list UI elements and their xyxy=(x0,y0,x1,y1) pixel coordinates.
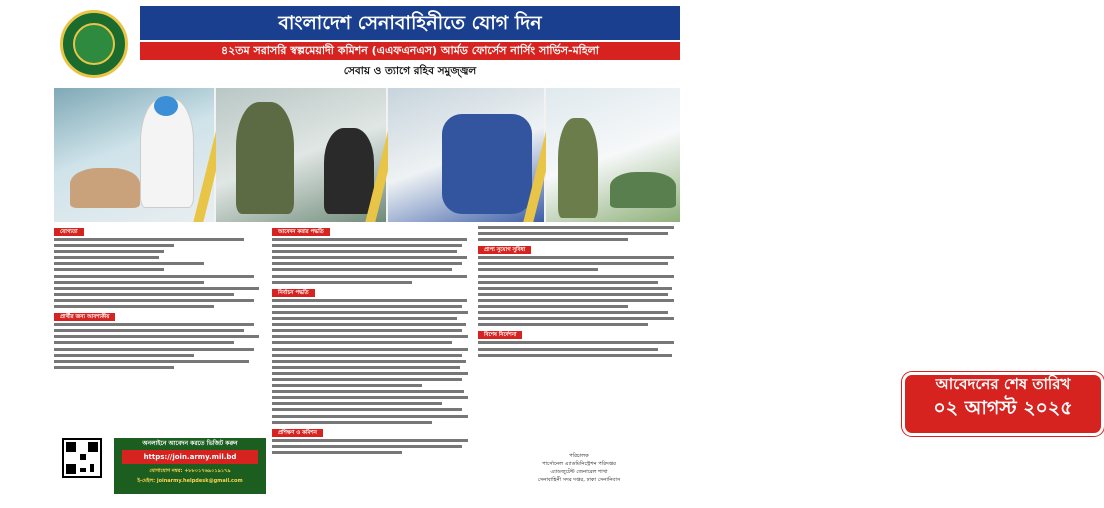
signature-line: পার্সোনেল এ্যাডমিনিস্ট্রেশন পরিদপ্তর xyxy=(542,461,616,467)
deadline-banner xyxy=(902,372,1104,436)
page-title: বাংলাদেশ সেনাবাহিনীতে যোগ দিন xyxy=(140,6,680,40)
section-heading: প্রাপ্য সুযোগ সুবিধা xyxy=(478,246,531,254)
signature-line: এ্যাডজুটেন্ট জেনারেল শাখা xyxy=(550,469,608,475)
content-columns xyxy=(54,226,1073,500)
contact-phone: যোগাযোগ নম্বর: +৮৮০১৭৬৯০১৯১৭৯ xyxy=(149,468,231,474)
section-heading: যোগ্যতা xyxy=(54,228,84,236)
deadline-date: ০২ আগস্ট ২০২৫ xyxy=(933,397,1073,419)
photo-officer-injection xyxy=(216,88,386,222)
page-subtitle: ৪২তম সরাসরি স্বল্পমেয়াদী কমিশন (এএফএনএস) আর্মড ফোর্সেস নার্সিং সার্ভিস-মহিলা xyxy=(140,42,680,60)
column-middle xyxy=(272,226,472,500)
section-heading: বিশেষ নির্দেশনা xyxy=(478,331,522,339)
signature-line: সেনাবাহিনী সদর দপ্তর, ঢাকা সেনানিবাস xyxy=(537,477,621,483)
contact-email[interactable]: ই-মেইল: joinarmy.helpdesk@gmail.com xyxy=(137,478,243,484)
photo-officer-bedside xyxy=(546,88,680,222)
motto: সেবায় ও ত্যাগে রহিব সমুজ্জ্বল xyxy=(343,65,477,77)
section-heading: প্রার্থীর জন্য আবশ্যকীয় xyxy=(54,313,115,321)
qr-code-icon[interactable] xyxy=(62,438,102,478)
photo-patient-chair xyxy=(388,88,544,222)
signature-line: পরিচালক xyxy=(569,453,589,459)
deadline-label: আবেদনের শেষ তারিখ xyxy=(935,375,1071,393)
apply-cta: অনলাইনে আবেদন করতে ভিজিট করুন xyxy=(142,440,238,447)
apply-panel xyxy=(114,438,266,494)
photo-strip xyxy=(54,88,680,222)
column-left xyxy=(54,226,268,500)
section-heading: আবেদন করার পদ্ধতি xyxy=(272,228,330,236)
column-right xyxy=(478,226,1073,500)
apply-online-box xyxy=(58,438,268,496)
header xyxy=(54,4,680,84)
army-emblem-icon xyxy=(60,10,128,78)
section-heading: নির্বাচন পদ্ধতি xyxy=(272,289,315,297)
apply-url-link[interactable]: https://join.army.mil.bd xyxy=(122,450,258,464)
signature-block xyxy=(478,452,680,484)
section-heading: প্রশিক্ষণ ও কমিশন xyxy=(272,429,323,437)
photo-nurse-icu xyxy=(54,88,214,222)
